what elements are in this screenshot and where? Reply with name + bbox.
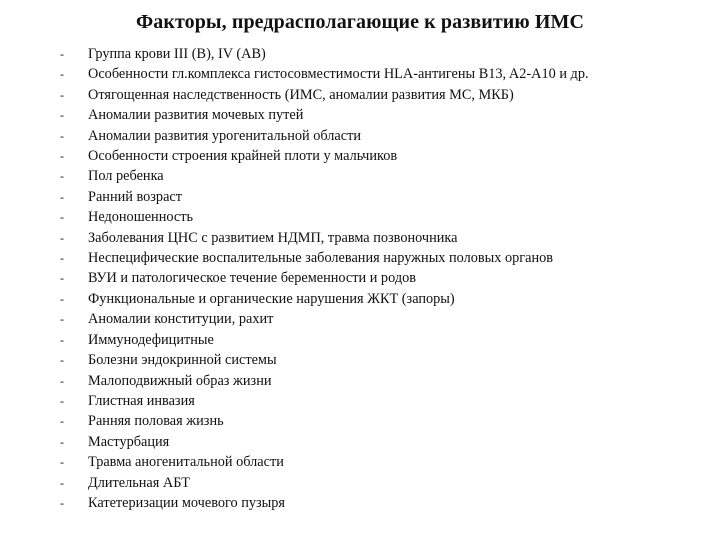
list-item-text: Длительная АБТ (88, 474, 191, 491)
list-item (60, 432, 680, 452)
list-item (60, 207, 680, 227)
list-item-text: Болезни эндокринной системы (88, 352, 277, 369)
list-item (60, 105, 680, 125)
list-item (60, 371, 680, 391)
bullet-dash: - (60, 169, 64, 184)
list-item-text: Катетеризации мочевого пузыря (88, 494, 286, 511)
list-item-text: Ранний возраст (88, 188, 183, 205)
list-item-text: Иммунодефицитные (88, 331, 214, 348)
list-item-text: Ранняя половая жизнь (88, 413, 224, 430)
list-item-text: Недоношенность (88, 209, 193, 226)
list-item-text: Особенности строения крайней плоти у мальчиков (88, 148, 398, 165)
list-item-text: Особенности гл.комплекса гистосовместимости HLA-антигены B13, A2-A10 и др. (88, 66, 589, 83)
list-item (60, 452, 680, 472)
list-item (60, 64, 680, 84)
bullet-dash: - (60, 353, 64, 368)
bullet-dash: - (60, 47, 64, 61)
bullet-dash: - (60, 149, 64, 164)
list-item (60, 411, 680, 431)
bullet-dash: - (60, 108, 64, 123)
list-item (60, 350, 680, 370)
list-item (60, 268, 680, 288)
list-item-text: ВУИ и патологическое течение беременности и родов (88, 270, 416, 287)
slide-title: Факторы, предрасполагающие к развитию ИМС (135, 11, 585, 33)
list-item-text: Функциональные и органические нарушения ЖКТ (запоры) (88, 290, 455, 307)
bullet-dash: - (60, 434, 64, 449)
list-item-text: Заболевания ЦНС с развитием НДМП, травма позвоночника (88, 229, 458, 246)
bullet-dash: - (60, 291, 64, 306)
bullet-dash: - (60, 128, 64, 143)
list-item-text: Аномалии конституции, рахит (88, 311, 274, 328)
bullet-dash: - (60, 230, 64, 245)
bullet-dash: - (60, 332, 64, 347)
bullet-dash: - (60, 373, 64, 388)
bullet-dash: - (60, 312, 64, 327)
list-item (60, 44, 680, 64)
list-item (60, 166, 680, 186)
list-item (60, 248, 680, 268)
list-item (60, 289, 680, 309)
list-item (60, 309, 680, 329)
bullet-dash: - (60, 271, 64, 286)
list-item (60, 146, 680, 166)
list-item-text: Глистная инвазия (88, 392, 195, 409)
bullet-dash: - (60, 210, 64, 225)
list-item-text: Отягощенная наследственность (ИМС, аномалии развития МС, МКБ) (88, 86, 514, 103)
list-item-text: Малоподвижный образ жизни (88, 372, 272, 389)
list-item-text: Неспецифические воспалительные заболевания наружных половых органов (88, 250, 554, 267)
list-item-text: Группа крови III (B), IV (AB) (88, 46, 266, 62)
list-item (60, 85, 680, 105)
bullet-dash: - (60, 87, 64, 102)
list-item (60, 493, 680, 513)
list-item-text: Пол ребенка (88, 168, 164, 185)
factor-list (60, 44, 680, 513)
bullet-dash: - (60, 251, 64, 266)
bullet-dash: - (60, 189, 64, 204)
list-item (60, 330, 680, 350)
list-item (60, 391, 680, 411)
bullet-dash: - (60, 67, 64, 82)
list-item (60, 228, 680, 248)
list-item (60, 473, 680, 493)
list-item (60, 187, 680, 207)
bullet-dash: - (60, 475, 64, 490)
list-item-text: Аномалии развития урогенитальной области (88, 127, 362, 144)
bullet-dash: - (60, 455, 64, 470)
list-item-text: Мастурбация (88, 433, 170, 450)
list-item-text: Травма аногенитальной области (88, 454, 284, 471)
list-item-text: Аномалии развития мочевых путей (88, 107, 304, 124)
bullet-dash: - (60, 414, 64, 429)
list-item (60, 126, 680, 146)
bullet-dash: - (60, 393, 64, 408)
bullet-dash: - (60, 495, 64, 510)
